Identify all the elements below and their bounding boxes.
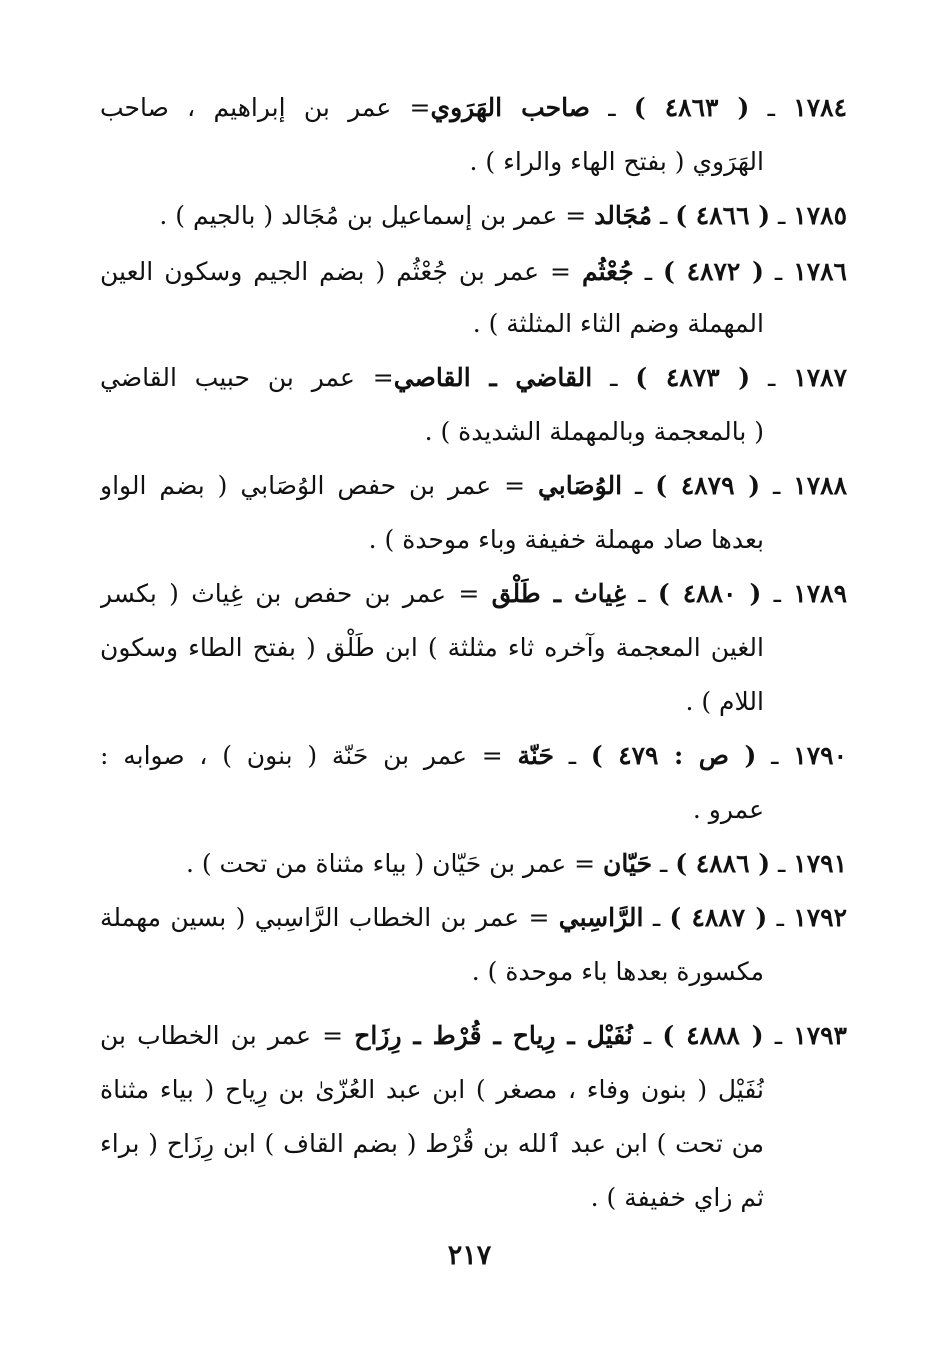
entry-text: = عمر بن الخطاب بن (100, 1021, 344, 1050)
entry-number: ١٧٩٠ (793, 741, 847, 770)
entry-heading: مُجَالد (594, 201, 653, 230)
entry-text: = عمر بن حفص الوُصَابي ( بضم الواو (100, 471, 526, 500)
entry-reference: ( ص : ٤٧٩ ) (590, 741, 757, 770)
entry-number: ١٧٨٧ (793, 363, 847, 392)
entry-1790-line-2: عمرو . (692, 795, 764, 824)
entry-text: = عمر بن حفص بن غِياث ( بكسر (100, 579, 480, 608)
page-number: ٢١٧ (447, 1240, 492, 1271)
entry-1789-line-1: ١٧٨٩ ـ ( ٤٨٨٠ ) ـ غِياث ـ طَلْق = عمر بن حفص بن غِياث ( بكسر (100, 579, 847, 608)
entry-heading: جُعْثُم (582, 257, 634, 286)
entry-number: ١٧٨٤ (793, 93, 847, 122)
entry-1793-line-1: ١٧٩٣ ـ ( ٤٨٨٨ ) ـ نُفَيْل ـ رِياح ـ قُرْط ـ رِزَاح = عمر بن الخطاب بن (100, 1021, 847, 1050)
entry-reference: ( ٤٨٨٠ ) (657, 579, 762, 608)
entry-heading: الوُصَابي (537, 471, 623, 500)
entry-text: = عمر بن إسماعيل بن مُجَالد ( بالجيم ) . (159, 201, 587, 230)
entry-heading: غِياث ـ طَلْق (491, 579, 626, 608)
entry-text: = عمر بن حبيب القاضي (100, 363, 394, 392)
entry-number: ١٧٩٢ (793, 903, 847, 932)
entry-text: = عمر بن الخطاب الرَّاسِبي ( بسين مهملة (100, 903, 550, 932)
entry-heading: حَنّة (517, 741, 554, 770)
entry-1787-line-1: ١٧٨٧ ـ ( ٤٨٧٣ ) ـ القاضي ـ القاصي= عمر بن حبيب القاضي (100, 363, 847, 392)
entry-1792-line-1: ١٧٩٢ ـ ( ٤٨٨٧ ) ـ الرَّاسِبي = عمر بن الخطاب الرَّاسِبي ( بسين مهملة (100, 903, 847, 932)
entry-reference: ( ٤٨٦٣ ) (633, 93, 750, 122)
entry-reference: ( ٤٨٦٦ ) (675, 201, 771, 230)
entry-reference: ( ٤٨٧٢ ) (663, 257, 764, 286)
entry-number: ١٧٨٥ (793, 201, 847, 230)
entry-number: ١٧٩٣ (793, 1021, 847, 1050)
entry-1793-line-3: من تحت ) ابن عبد ٱلله بن قُرْط ( بضم القاف ) ابن رِزَاح ( براء (100, 1129, 764, 1158)
entry-number: ١٧٩١ (793, 849, 847, 878)
entry-heading: الرَّاسِبي (558, 903, 644, 932)
entry-text: = عمر بن جُعْثُم ( بضم الجيم وسكون العين (100, 257, 571, 286)
entry-1789-line-3: اللام ) . (685, 687, 764, 716)
entry-heading: حَيّان (603, 849, 653, 878)
entry-reference: ( ٤٨٨٦ ) (675, 849, 771, 878)
entry-1788-line-2: بعدها صاد مهملة خفيفة وباء موحدة ) . (368, 525, 764, 554)
entry-number: ١٧٨٩ (793, 579, 847, 608)
entry-1788-line-1: ١٧٨٨ ـ ( ٤٨٧٩ ) ـ الوُصَابي = عمر بن حفص الوُصَابي ( بضم الواو (100, 471, 847, 500)
entry-1784-line-1: ١٧٨٤ ـ ( ٤٨٦٣ ) ـ صاحب الهَرَوي= عمر بن إبراهيم ، صاحب (100, 93, 847, 122)
entry-number: ١٧٨٦ (793, 257, 847, 286)
entry-text: = عمر بن حَيّان ( بياء مثناة من تحت ) . (185, 849, 596, 878)
entry-1790-line-1: ١٧٩٠ ـ ( ص : ٤٧٩ ) ـ حَنّة = عمر بن حَنّة ( بنون ) ، صوابه : (100, 741, 847, 770)
entry-reference: ( ٤٨٨٨ ) (662, 1021, 764, 1050)
entry-number: ١٧٨٨ (793, 471, 847, 500)
entry-reference: ( ٤٨٨٧ ) (669, 903, 768, 932)
entry-text: = عمر بن حَنّة ( بنون ) ، صوابه : (100, 741, 503, 770)
entry-1792-line-2: مكسورة بعدها باء موحدة ) . (471, 957, 764, 986)
entry-1793-line-2: نُفَيْل ( بنون وفاء ، مصغر ) ابن عبد العُزّىٰ بن رِياح ( بياء مثناة (100, 1075, 764, 1104)
entry-1784-line-2: الهَرَوي ( بفتح الهاء والراء ) . (469, 147, 764, 176)
entry-heading: صاحب الهَرَوي (430, 93, 590, 122)
entry-heading: القاضي ـ القاصي (393, 363, 593, 392)
entry-1789-line-2: الغين المعجمة وآخره ثاء مثلثة ) ابن طَلْق ( بفتح الطاء وسكون (100, 633, 764, 662)
entry-1786-line-1: ١٧٨٦ ـ ( ٤٨٧٢ ) ـ جُعْثُم = عمر بن جُعْثُم ( بضم الجيم وسكون العين (100, 257, 847, 286)
entry-1785-line-1: ١٧٨٥ ـ ( ٤٨٦٦ ) ـ مُجَالد = عمر بن إسماعيل بن مُجَالد ( بالجيم ) . (159, 201, 847, 230)
entry-1786-line-2: المهملة وضم الثاء المثلثة ) . (472, 309, 764, 338)
entry-text: = عمر بن إبراهيم ، صاحب (100, 93, 431, 122)
entry-reference: ( ٤٨٧٩ ) (655, 471, 761, 500)
entry-1791-line-1: ١٧٩١ ـ ( ٤٨٨٦ ) ـ حَيّان = عمر بن حَيّان ( بياء مثناة من تحت ) . (185, 849, 847, 878)
entry-reference: ( ٤٨٧٣ ) (635, 363, 751, 392)
entry-1793-line-4: ثم زاي خفيفة ) . (590, 1183, 764, 1212)
entry-1787-line-2: ( بالمعجمة وبالمهملة الشديدة ) . (424, 417, 764, 446)
entry-heading: نُفَيْل ـ رِياح ـ قُرْط ـ رِزَاح (354, 1021, 633, 1050)
